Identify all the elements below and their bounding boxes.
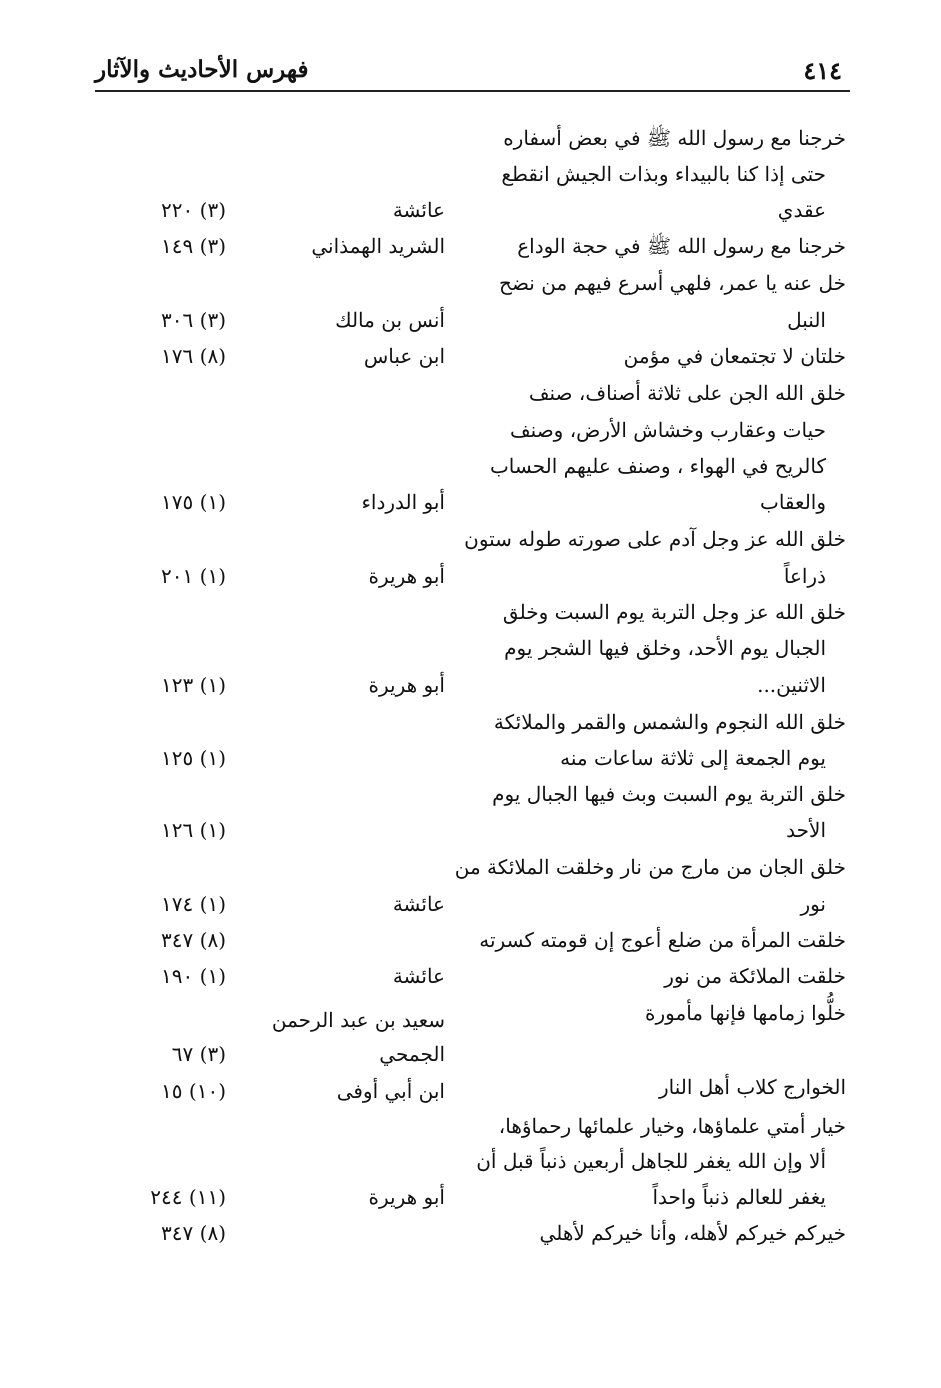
hadith-text-line: حتى إذا كنا بالبيداء وبذات الجيش انقطع	[501, 162, 826, 186]
hadith-text-line: خل عنه يا عمر، فلهي أسرع فيهم من نضح	[499, 271, 846, 295]
hadith-text-line: خلتان لا تجتمعان في مؤمن	[623, 344, 846, 368]
narrator: عائشة	[392, 198, 445, 222]
hadith-text-line: خرجنا مع رسول الله ﷺ في بعض أسفاره	[503, 126, 846, 150]
hadith-text-line: خرجنا مع رسول الله ﷺ في حجة الوداع	[517, 234, 846, 258]
volume-page-ref: (١) ١٢٣	[161, 673, 226, 697]
page-number: ٤١٤	[803, 56, 842, 85]
running-title: فهرس الأحاديث والآثار	[95, 56, 309, 83]
hadith-text-line: خلقت المرأة من ضلع أعوج إن قومته كسرته	[479, 928, 846, 952]
volume-page-ref: (١٠) ١٥	[161, 1079, 226, 1103]
narrator: ابن أبي أوفى	[336, 1079, 445, 1103]
volume-page-ref: (٨) ٣٤٧	[161, 1221, 226, 1245]
hadith-text-line: عقدي	[777, 198, 826, 222]
volume-page-ref: (١١) ٢٤٤	[150, 1185, 226, 1209]
volume-page-ref: (٨) ١٧٦	[161, 344, 226, 368]
narrator: الشريد الهمذاني	[311, 234, 445, 258]
hadith-text-line: خلقت الملائكة من نور	[664, 964, 846, 988]
hadith-text-line: الأحد	[786, 818, 826, 842]
narrator: عائشة	[392, 892, 445, 916]
volume-page-ref: (٣) ٦٧	[171, 1042, 226, 1066]
hadith-text-line: ذراعاً	[783, 564, 826, 588]
volume-page-ref: (١) ١٩٠	[161, 964, 226, 988]
hadith-text-line: خلق الجان من مارج من نار وخلقت الملائكة من	[454, 855, 846, 879]
hadith-text-line: الاثنين...	[757, 673, 826, 697]
hadith-text-line: النبل	[787, 308, 826, 332]
hadith-text-line: خلق التربة يوم السبت وبث فيها الجبال يوم	[492, 782, 846, 806]
volume-page-ref: (١) ١٧٥	[161, 490, 226, 514]
volume-page-ref: (١) ١٢٦	[161, 818, 226, 842]
narrator: أبو الدرداء	[361, 490, 445, 514]
narrator: عائشة	[392, 964, 445, 988]
volume-page-ref: (٨) ٣٤٧	[161, 928, 226, 952]
hadith-text-line: خلُّوا زمامها فإنها مأمورة	[645, 1001, 846, 1025]
hadith-text-line: خلق الله الجن على ثلاثة أصناف، صنف	[528, 381, 846, 405]
narrator: الجمحي	[379, 1042, 445, 1066]
hadith-text-line: خيركم خيركم لأهله، وأنا خيركم لأهلي	[539, 1221, 846, 1245]
volume-page-ref: (١) ٢٠١	[161, 564, 226, 588]
hadith-text-line: حيات وعقارب وخشاش الأرض، وصنف	[509, 418, 826, 442]
hadith-text-line: ألا وإن الله يغفر للجاهل أربعين ذنباً قبل أن	[476, 1149, 826, 1173]
narrator: سعيد بن عبد الرحمن	[271, 1008, 445, 1032]
hadith-text-line: كالريح في الهواء ، وصنف عليهم الحساب	[489, 454, 826, 478]
hadith-text-line: خيار أمتي علماؤها، وخيار علمائها رحماؤها،	[498, 1114, 846, 1138]
narrator: أبو هريرة	[368, 564, 445, 588]
hadith-text-line: يوم الجمعة إلى ثلاثة ساعات منه	[560, 746, 826, 770]
volume-page-ref: (١) ١٢٥	[161, 746, 226, 770]
volume-page-ref: (٣) ٣٠٦	[161, 308, 226, 332]
narrator: أبو هريرة	[368, 1185, 445, 1209]
volume-page-ref: (٣) ٢٢٠	[161, 198, 226, 222]
hadith-text-line: خلق الله عز وجل آدم على صورته طوله ستون	[464, 527, 846, 551]
narrator: أنس بن مالك	[335, 308, 445, 332]
hadith-text-line: خلق الله النجوم والشمس والقمر والملائكة	[493, 710, 846, 734]
hadith-text-line: الخوارج كلاب أهل النار	[658, 1075, 846, 1099]
hadith-text-line: نور	[800, 892, 826, 916]
narrator: أبو هريرة	[368, 673, 445, 697]
hadith-text-line: الجبال يوم الأحد، وخلق فيها الشجر يوم	[504, 636, 826, 660]
hadith-text-line: والعقاب	[760, 490, 826, 514]
narrator: ابن عباس	[363, 344, 445, 368]
volume-page-ref: (٣) ١٤٩	[161, 234, 226, 258]
hadith-text-line: يغفر للعالم ذنباً واحداً	[652, 1185, 826, 1209]
hadith-text-line: خلق الله عز وجل التربة يوم السبت وخلق	[502, 600, 846, 624]
volume-page-ref: (١) ١٧٤	[161, 892, 226, 916]
